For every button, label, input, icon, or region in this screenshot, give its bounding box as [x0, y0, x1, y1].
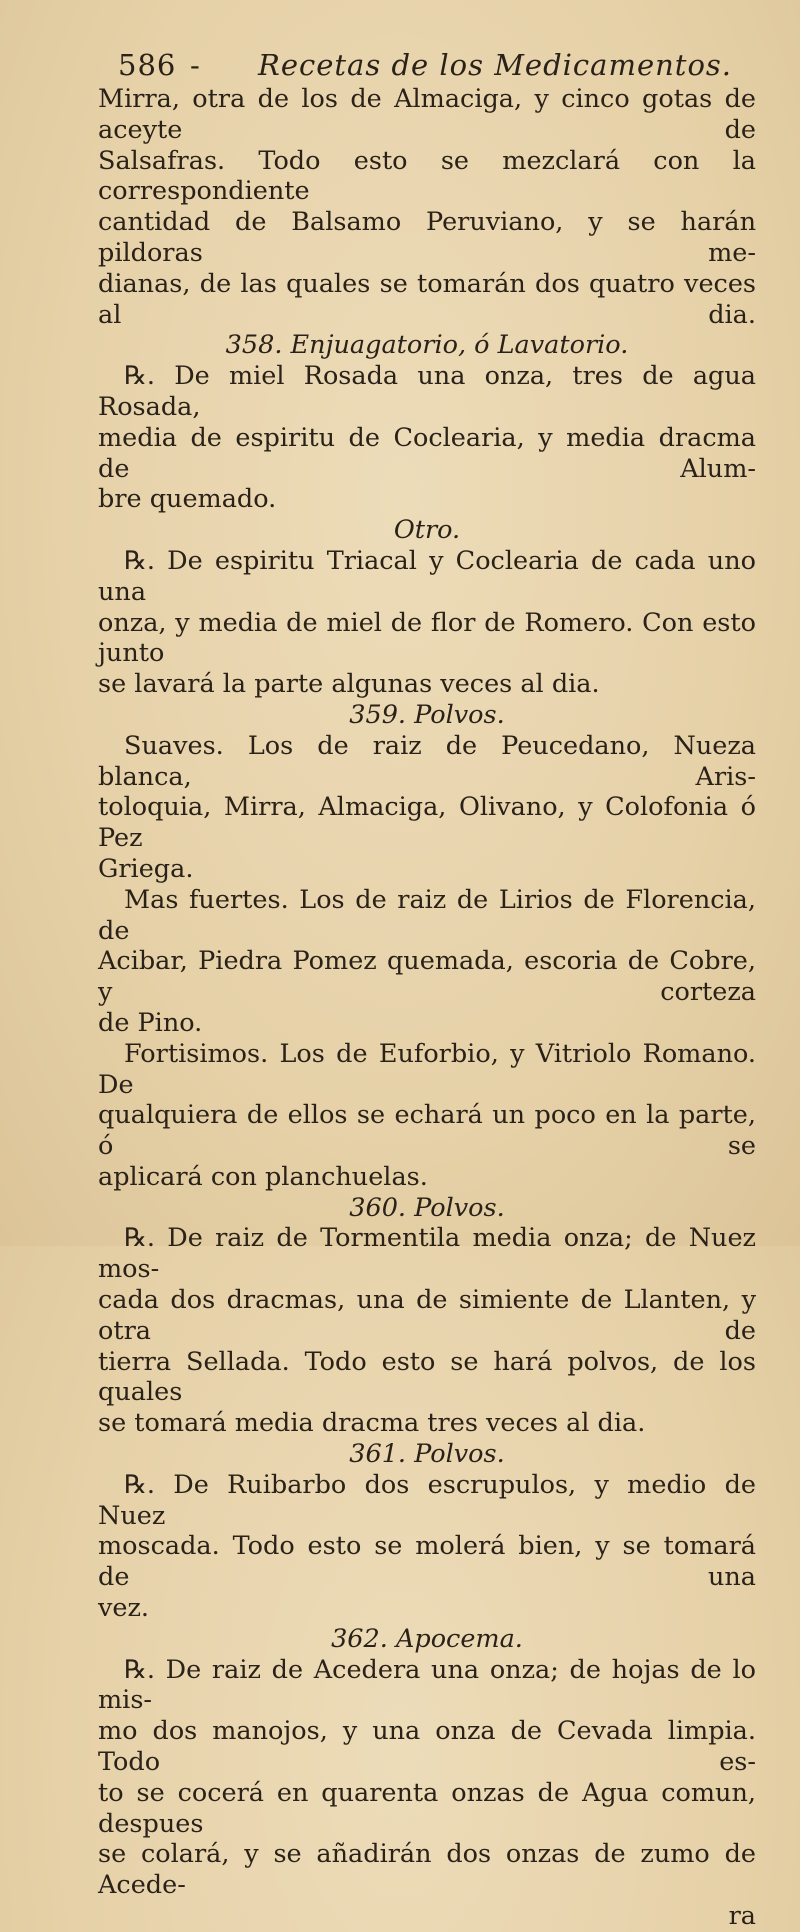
- text-line: se tomará media dracma tres veces al dia.: [98, 1408, 646, 1439]
- section-heading-359: 359. Polvos.: [349, 699, 505, 730]
- text-line: Acibar, Piedra Pomez quemada, escoria de Cobre, y corteza: [98, 946, 756, 1008]
- running-header: [118, 40, 758, 90]
- section-heading-362: 362. Apocema.: [331, 1623, 523, 1654]
- text-line: ℞. De raiz de Tormentila media onza; de Nuez mos-: [98, 1223, 756, 1285]
- section-heading-360: 360. Polvos.: [349, 1192, 505, 1223]
- text-line: ℞. De Ruibarbo dos escrupulos, y medio de Nuez: [98, 1469, 756, 1531]
- text-line: de Pino.: [98, 1007, 203, 1038]
- text-line: cantidad de Balsamo Peruviano, y se harán pildoras me-: [98, 207, 756, 268]
- catchword: ra: [728, 1901, 756, 1932]
- text-line: tierra Sellada. Todo esto se hará polvos, de los quales: [98, 1346, 756, 1408]
- section-heading-361: 361. Polvos.: [349, 1439, 505, 1470]
- text-line: se lavará la parte algunas veces al dia.: [98, 669, 600, 700]
- text-line: Mas fuertes. Los de raiz de Lirios de Florencia, de: [98, 884, 756, 946]
- text-line: to se cocerá en quarenta onzas de Agua comun, despues: [98, 1777, 756, 1839]
- page-text: [98, 84, 756, 1932]
- text-line: Fortisimos. Los de Euforbio, y Vitriolo Romano. De: [98, 1038, 756, 1100]
- header-dash: -: [190, 48, 201, 82]
- text-line: Suaves. Los de raiz de Peucedano, Nueza blanca, Aris-: [98, 730, 756, 792]
- text-line: ℞. De espiritu Triacal y Coclearia de cada uno una: [98, 545, 756, 607]
- text-line: bre quemado.: [98, 484, 277, 515]
- text-line: onza, y media de miel de flor de Romero. Con esto junto: [98, 607, 756, 669]
- text-line: Salsafras. Todo esto se mezclará con la correspondiente: [98, 145, 756, 207]
- text-line: Griega.: [98, 853, 194, 884]
- text-line: vez.: [98, 1593, 150, 1624]
- text-line: cada dos dracmas, una de simiente de Llanten, y otra de: [98, 1285, 756, 1346]
- text-line: Mirra, otra de los de Almaciga, y cinco gotas de aceyte de: [98, 84, 756, 145]
- text-line: dianas, de las quales se tomarán dos quatro veces al dia.: [98, 268, 756, 330]
- text-line: moscada. Todo esto se molerá bien, y se tomará de una: [98, 1531, 756, 1593]
- page-number: 586: [118, 48, 177, 82]
- text-line: media de espiritu de Coclearia, y media dracma de Alum-: [98, 422, 756, 484]
- running-title: Recetas de los Medicamentos.: [258, 48, 733, 82]
- text-line: ℞. De raiz de Acedera una onza; de hojas de lo mis-: [98, 1654, 756, 1716]
- text-line: aplicará con planchuelas.: [98, 1161, 428, 1192]
- text-line: qualquiera de ellos se echará un poco en la parte, ó se: [98, 1100, 756, 1162]
- section-heading-otro: Otro.: [393, 515, 461, 546]
- section-heading-358: 358. Enjuagatorio, ó Lavatorio.: [225, 330, 629, 361]
- text-line: ℞. De miel Rosada una onza, tres de agua Rosada,: [98, 361, 756, 422]
- text-line: toloquia, Mirra, Almaciga, Olivano, y Colofonia ó Pez: [98, 792, 756, 854]
- text-line: mo dos manojos, y una onza de Cevada limpia. Todo es-: [98, 1716, 756, 1778]
- text-line: se colará, y se añadirán dos onzas de zumo de Acede-: [98, 1839, 756, 1901]
